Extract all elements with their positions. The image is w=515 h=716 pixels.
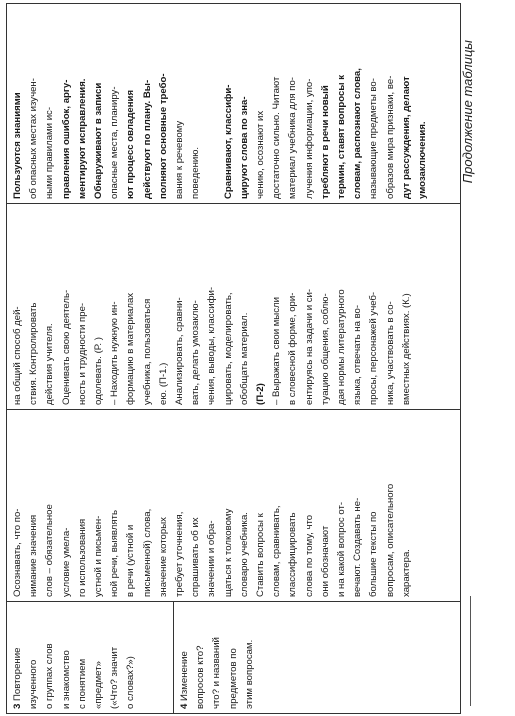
activity-line: ют процесс овладения [125,89,137,199]
content-line: вечают. Создавать не- [352,497,364,597]
activity-line: образов мира признаки, ве- [384,75,396,199]
activity-line: словам, распознают слова, [352,68,364,199]
row-number: 3 [12,703,23,709]
content-line: в речи (устной и [125,524,137,597]
activity-line: действуют по плану. Вы- [141,79,153,199]
activity-line: опасные места, планиру- [109,86,121,199]
content-line: Осознавать, что по- [12,508,23,597]
table-caption: Продолжение таблицы [460,40,475,184]
meta-line: цировать, моделировать, [222,292,234,405]
content-line: щаться к толковому [222,508,234,597]
activity-line: термин, ставят вопросы к [336,74,348,199]
content-line: классифицировать [287,512,299,597]
continuation-table [6,3,461,714]
topic-line: Повторение [12,647,23,701]
content-line: условие умела- [60,527,72,597]
topic-line: что? и названий [211,637,223,709]
meta-line: действия учителя. [44,323,56,405]
meta-line: дая нормы литературного [336,289,348,405]
content-line: они обозначают [319,525,331,597]
content-line: ной речи, выявлять [109,510,121,597]
content-line: значении и обра- [206,520,218,597]
content-line: значение которых [157,517,169,597]
topic-line: с понятием [76,658,88,709]
content-line: нимание значения [28,514,40,597]
activity-line: Сравнивают, классифи- [222,84,234,199]
row-number: 4 [179,703,190,709]
topic-line: о группах слов [44,643,56,709]
meta-line: ника, участвовать в со- [384,301,396,405]
activity-line: называющие предметы во- [368,78,380,199]
meta-line: на общий способ дей- [12,306,23,405]
footnote-rule [470,596,471,706]
activity-line: достаточно сильно. Читают [271,76,283,199]
activity-line: правления ошибок, аргу- [60,79,72,199]
meta-line: туацию общения, соблю- [319,293,331,405]
content-line: вопросам, описательного [384,483,396,597]
content-line: словарю учебника. [238,512,250,597]
content-line: и на какой вопрос от- [336,501,348,597]
activity-line [204,8,220,199]
activity-line: Пользуются знаниями [12,92,23,199]
meta-line: Оценивать свою деятель- [60,289,72,405]
activity-line: требляют в речи новый [319,85,331,199]
meta-line: в словесной форме, ори- [287,292,299,405]
content-line: спрашивать об их [190,517,202,597]
meta-line: ствия. Контролировать [28,302,40,405]
activity-line: ными правилами ис- [44,106,56,199]
meta-line: просы, персонажей учеб- [368,291,380,405]
topic-line: Изменение [179,651,190,701]
meta-line: формацию в материалах [125,292,137,405]
activity-line: вания к речевому [174,120,186,199]
content-line: слов – обязательное [44,504,56,597]
activity-line: поведению. [190,146,202,199]
activity-line: Обнаруживают в записи [93,82,105,199]
meta-line: Анализировать, сравни- [174,297,186,405]
meta-line: ентируясь на задачи и си- [303,288,315,405]
content-line: го использования [76,518,88,597]
table-row [7,4,174,714]
topic-line: и знакомство [60,650,72,709]
topic-line: изученного [28,659,40,709]
topic-cell [174,602,461,714]
activity-line: лучения информации, упо- [303,78,315,199]
content-line: устной и письмен- [93,515,105,597]
meta-line: вместных действиях. (К.) [400,293,412,405]
topic-line: предметов по [227,648,239,709]
meta-line: обобщать материал. [238,312,250,405]
topic-line: о словах?») [125,656,137,709]
meta-line: (П-2) [255,383,267,405]
content-line: характера. [400,549,412,597]
activity-cell [7,4,461,204]
activity-line: чению, осознают их [255,110,267,199]
topic-line: «предмет» [93,661,105,709]
content-line: большие тексты по [368,511,380,597]
activity-line: ментируют исправления. [76,78,88,199]
topic-cell [7,602,174,714]
content-line: требует уточнения, [174,511,186,597]
topic-line: («Что? значит [109,646,121,709]
content-cell [7,410,461,602]
content-line: словам, сравнивать, [271,505,283,597]
content-line: письменной) слова, [141,508,153,597]
activity-line: полняют основные требо- [157,73,169,199]
meta-line: ность и трудности пре- [76,302,88,405]
content-line: слова по тому, что [303,514,315,597]
content-line: Ставить вопросы к [255,513,267,597]
activity-line: цируют слова по зна- [238,96,250,199]
topic-line: вопросов кто? [195,645,207,709]
meta-line: языка, отвечать на во- [352,304,364,405]
activity-line: дут рассуждения, делают [400,76,412,199]
metapredmet-cell [7,204,461,410]
meta-line: учебника, пользоваться [141,298,153,405]
activity-line: об опасных местах изучен- [28,78,40,199]
meta-line: – Находить нужную ин- [109,301,121,405]
meta-line: ею. (П-1.) [157,362,169,405]
meta-line: вать, делать умозаклю- [190,300,202,405]
meta-line: – Выражать свои мысли [271,297,283,405]
meta-line: чения, выводы, классифи- [206,286,218,405]
meta-line: одолевать. (Р. ) [93,337,105,405]
activity-line: умозаключения. [417,121,429,199]
activity-line: материал учебника для по- [287,76,299,199]
topic-line: этим вопросам. [243,639,255,709]
